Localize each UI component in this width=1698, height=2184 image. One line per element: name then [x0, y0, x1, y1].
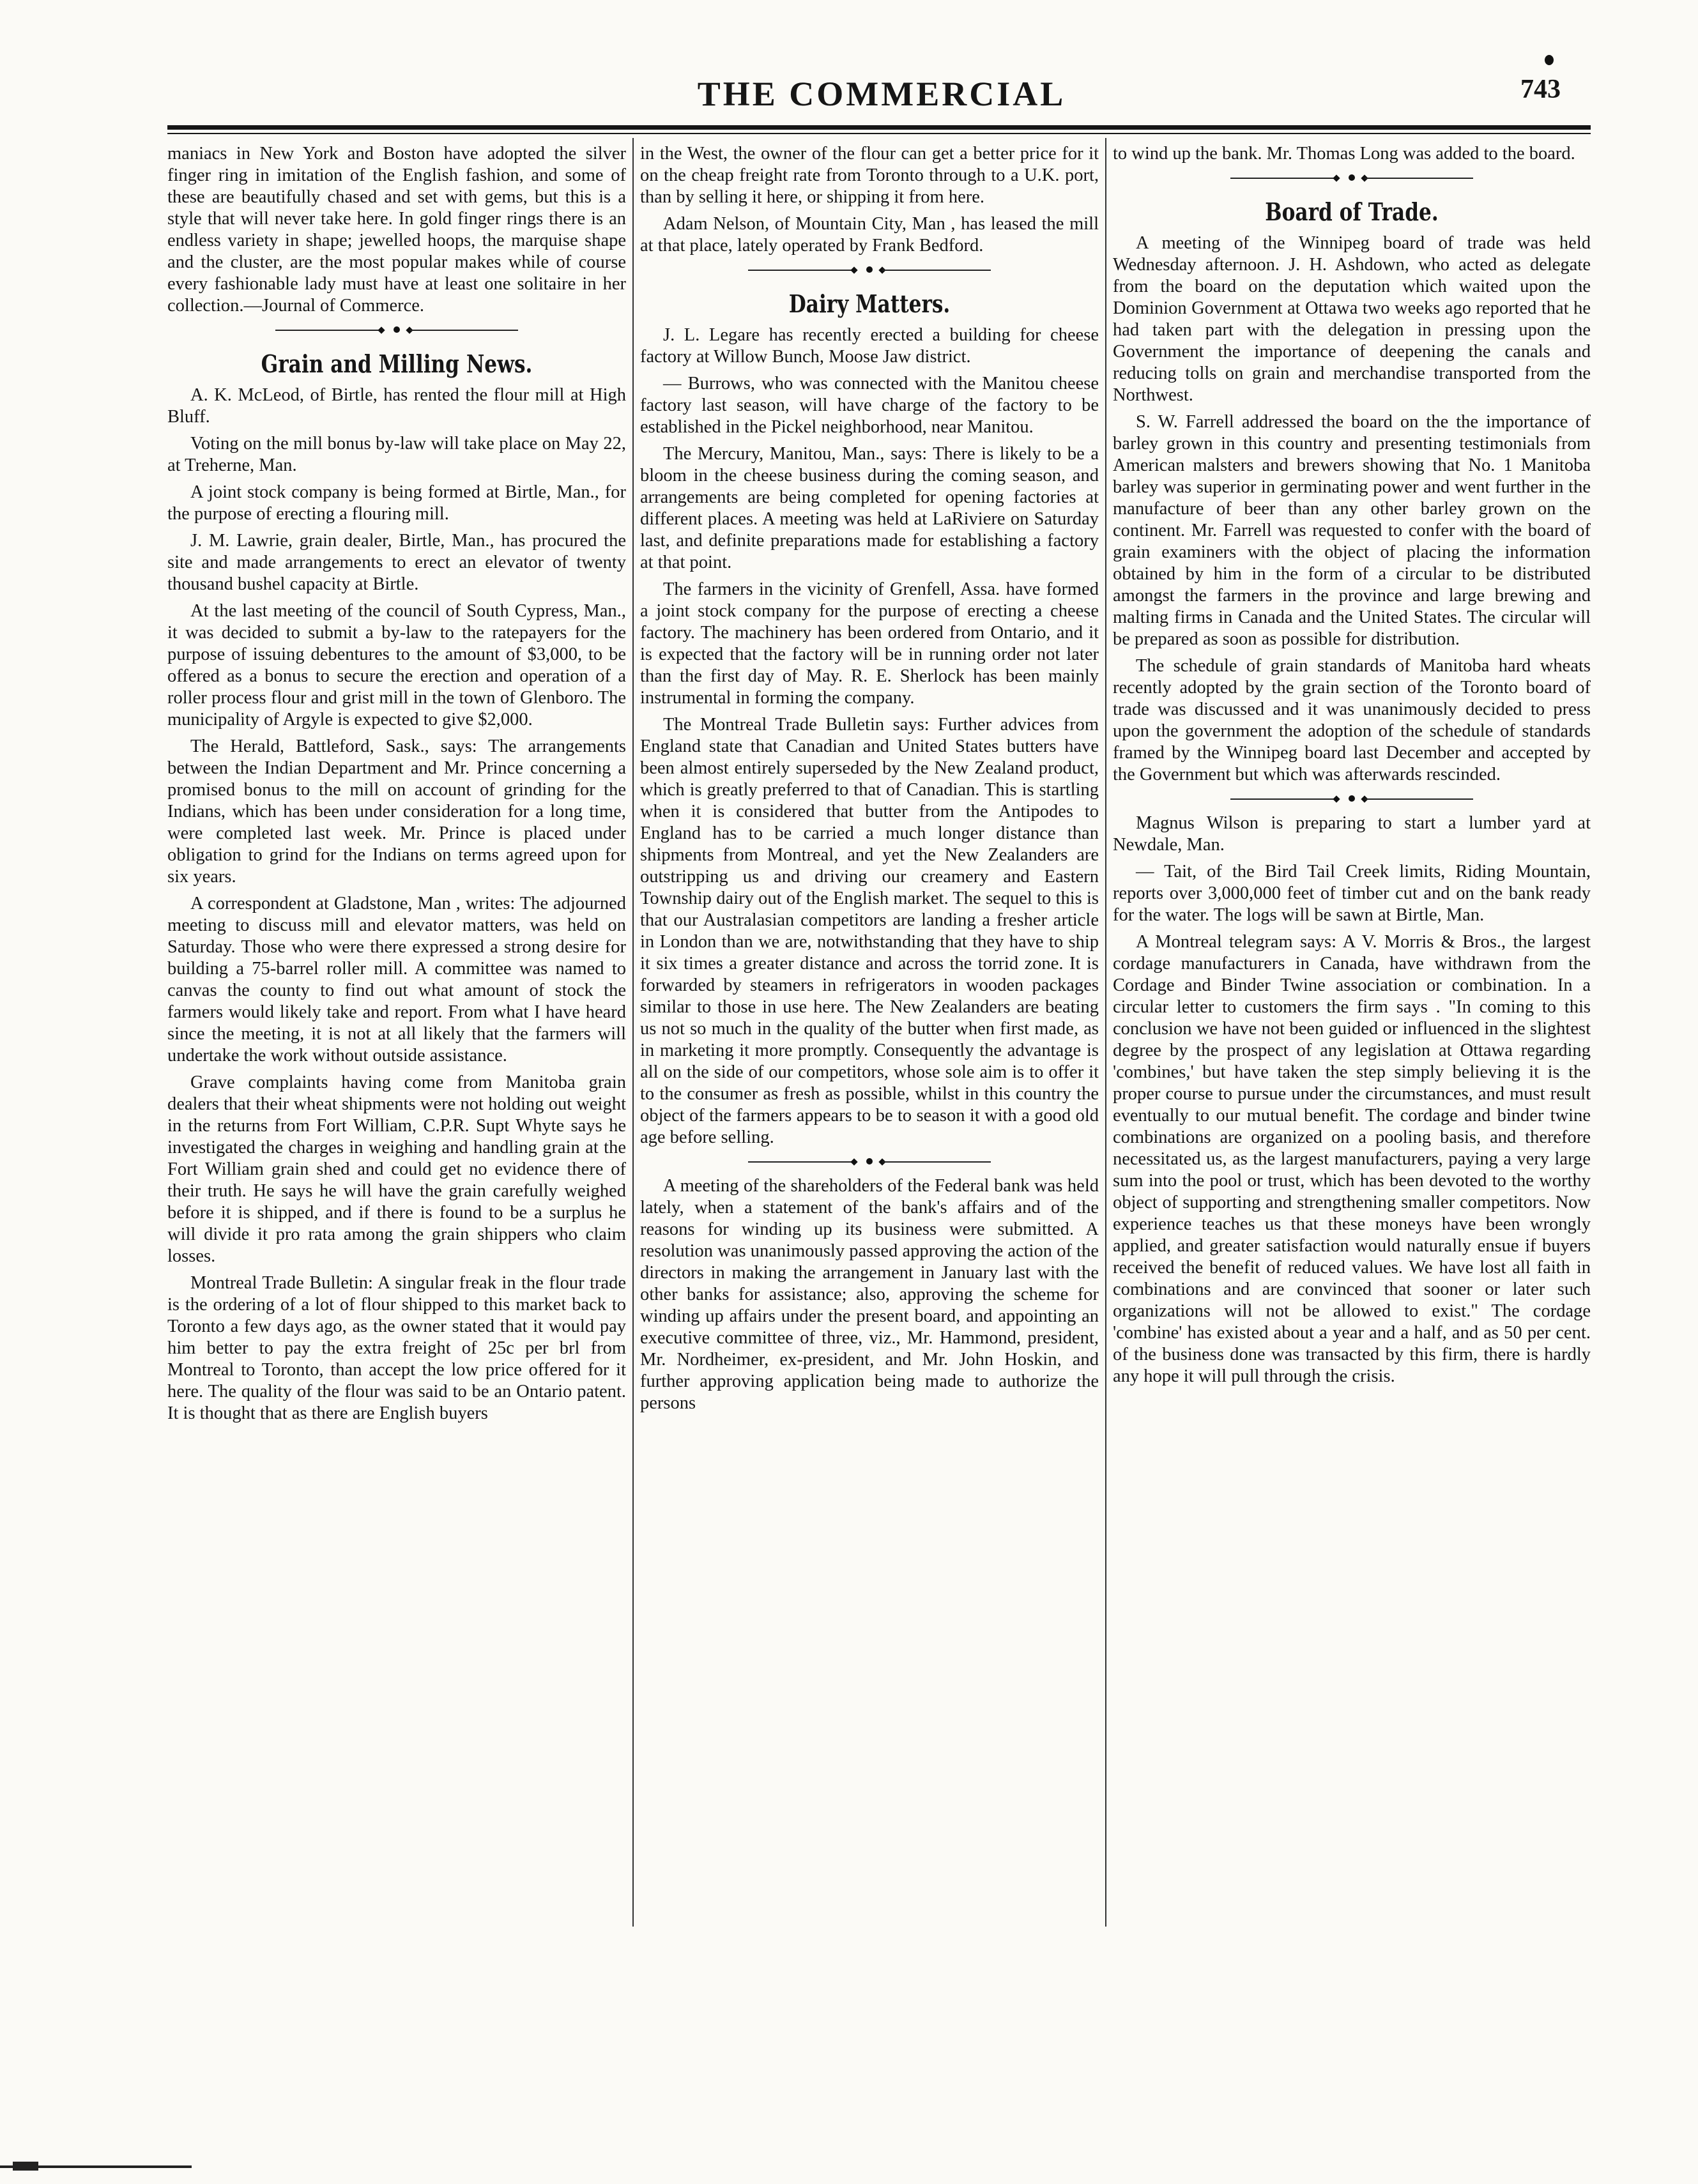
article-paragraph: — Burrows, who was connected with the Manitou cheese factory last season, will have charge of the factory to be established in the Pickel neighborhood, near Manitou. — [640, 374, 1099, 437]
article-paragraph: The farmers in the vicinity of Grenfell, Assa. have formed a joint stock company for the purpose of erecting a cheese factory. The machinery has been ordered from Ontario, and it is expected that the factory will be in running order not later than the first day of May. R. E. Sherlock has been mainly instrumental in forming the company. — [640, 579, 1099, 708]
article-paragraph: The Montreal Trade Bulletin says: Further advices from England state that Canadian and United States butters have been almost entirely superseded by the New Zealand product, which is greatly preferred to that of Canadian. This is startling when it is considered that butter from the Antipodes to England has to be carried a much longer distance than shipments from Montreal, and yet the New Zealanders are outstripping us and driving our creamery and Eastern Township dairy out of the English market. The sequel to this is that our Australasian competitors are landing a fresher article in London than we are, notwithstanding that they have to ship it six times a greater distance and across the torrid zone. It is forwarded by steamers in refrigerators in wooden packages similar to those in use here. The New Zealanders are beating us not so much in the quality of the butter when first made, as in marketing it more promptly. Consequently the advantage is all on the side of our competitors, whose sole aim is to offer it to the consumer as fresh as possible, whilst in this country the object of the farmers appears to be to season it with a good old age before selling. — [640, 715, 1099, 1147]
scan-mark — [0, 2162, 204, 2171]
article-paragraph: The schedule of grain standards of Manitoba hard wheats recently adopted by the grain section of the Toronto board of trade was discussed and it was unanimously decided to press upon the government the adoption of the schedule of standards framed by the Winnipeg board last December and accepted by the Government but which was afterwards rescinded. — [1113, 656, 1591, 784]
article-column-2 — [640, 143, 1099, 2059]
article-paragraph: Voting on the mill bonus by-law will take place on May 22, at Treherne, Man. — [167, 434, 626, 475]
article-paragraph: J. M. Lawrie, grain dealer, Birtle, Man., has procured the site and made arrangements to erect an elevator of twenty thousand bushel capacity at Birtle. — [167, 531, 626, 594]
page-number: 743 — [1520, 75, 1561, 104]
article-paragraph: A meeting of the shareholders of the Federal bank was held lately, when a statement of the bank's affairs and of the reasons for winding up its business were submitted. A resolution was unanimously passed approving the action of the directors in making the arrangement in January last with the other banks for assistance; also, approving the scheme for winding up affairs under the present board, and appointing an executive committee of three, viz., Mr. Hammond, president, Mr. Nordheimer, ex-president, and Mr. John Hoskin, and further approving application being made to authorize the persons — [640, 1176, 1099, 1413]
article-paragraph: At the last meeting of the council of South Cypress, Man., it was decided to submit a by-law to the ratepayers for the purpose of issuing debentures to the amount of $3,000, to be offered as a bonus to secure the erection and operation of a roller process flour and grist mill in the town of Glenboro. The municipality of Argyle is expected to give $2,000. — [167, 601, 626, 729]
section-heading: Board of Trade. — [1265, 197, 1439, 226]
article-paragraph: to wind up the bank. Mr. Thomas Long was added to the board. — [1113, 144, 1575, 164]
article-paragraph: Montreal Trade Bulletin: A singular freak in the flour trade is the ordering of a lot of flour shipped to this market back to Toronto a few days ago, as the owner stated that it would pay him better to pay the extra freight of 25c per brl from Montreal to Toronto, than accept the low price offered for it here. The quality of the flour was said to be an Ontario patent. It is thought that as there are English buyers — [167, 1273, 626, 1423]
section-separator — [640, 262, 1099, 279]
article-paragraph: The Mercury, Manitou, Man., says: There is likely to be a bloom in the cheese business during the coming season, and arrangements are being completed for opening factories at different places. A meeting was held at LaRiviere on Saturday last, and definite preparations made for establishing a factory at that point. — [640, 444, 1099, 572]
section-heading: Grain and Milling News. — [261, 349, 533, 378]
header-rule-thin — [167, 133, 1591, 134]
section-separator — [1113, 170, 1591, 187]
section-separator — [167, 322, 626, 339]
article-paragraph: in the West, the owner of the flour can get a better price for it on the cheap freight rate from Toronto through to a U.K. port, than by selling it here, or shipping it from here. — [640, 144, 1099, 207]
article-paragraph: A correspondent at Gladstone, Man , writes: The adjourned meeting to discuss mill and elevator matters, was held on Saturday. Those who were there expressed a strong desire for building a 75-barrel roller mill. A committee was named to canvas the county to find out what amount of stock the farmers would likely take and report. From what I have heard since the meeting, it is not at all likely that the farmers will undertake the work without outside assistance. — [167, 894, 626, 1065]
article-paragraph: — Tait, of the Bird Tail Creek limits, Riding Mountain, reports over 3,000,000 feet of timber cut and on the bank ready for the water. The logs will be sawn at Birtle, Man. — [1113, 862, 1591, 925]
article-paragraph: Adam Nelson, of Mountain City, Man , has leased the mill at that place, lately operated by Frank Bedford. — [640, 214, 1099, 256]
article-paragraph: A meeting of the Winnipeg board of trade was held Wednesday afternoon. J. H. Ashdown, who acted as delegate from the board on the deputation which waited upon the Dominion Government at Ottawa two weeks ago reported that he had taken part with the delegation in pressing upon the Government the importance of deepening the canals and reducing tolls on grain and merchandise transported from the Northwest. — [1113, 233, 1591, 405]
article-paragraph: A Montreal telegram says: A V. Morris & Bros., the largest cordage manufacturers in Canada, have withdrawn from the Cordage and Binder Twine association or combination. In a circular letter to customers the firm says . "In coming to this conclusion we have not been guided or influenced in the slightest degree by the prospect of any legislation at Ottawa regarding 'combines,' but have taken the step simply believing it is the proper course to pursue under the circumstances, and must result eventually to our mutual benefit. The cordage and binder twine combinations are organized on a pooling basis, and therefore necessitated us, as the largest manufacturers, paying a very large sum into the pool or trust, which has been devoted to the worthy object of supporting and strengthening smaller competitors. Now experience teaches us that these moneys have been wrongly applied, and greater satisfaction would naturally ensue if buyers received the benefit of reduced values. We have lost all faith in combinations and are convinced that sooner or later such organizations will not be allowed to exist." The cordage 'combine' has existed about a year and a half, and as 50 per cent. of the business done was transacted by this firm, there is hardly any hope it will pull through the crisis. — [1113, 932, 1591, 1386]
page-number-mark — [1545, 55, 1554, 65]
header-rule-thick — [167, 125, 1591, 130]
article-paragraph: S. W. Farrell addressed the board on the the importance of barley grown in this country and presenting testimonials from American malsters and brewers showing that No. 1 Manitoba barley was superior in germinating power and went further in the manufacture of beer than any other barley grown on the continent. Mr. Farrell was requested to confer with the board of grain examiners with the object of placing the information obtained by him in the form of a circular to be distributed amongst the farmers in the province and large brewing and malting firms in Canada and the United States. The circular will be prepared as soon as possible for distribution. — [1113, 412, 1591, 649]
section-separator — [1113, 791, 1591, 807]
article-column-3 — [1113, 143, 1591, 2059]
article-paragraph: The Herald, Battleford, Sask., says: The arrangements between the Indian Department and Mr. Prince concerning a promised bonus to the mill on account of grinding for the Indians, which has been under consideration for a long time, were completed last week. Mr. Prince is placed under obligation to grind for the Indians on terms agreed upon for six years. — [167, 737, 626, 887]
column-divider-1 — [632, 138, 634, 1927]
article-column-1 — [167, 143, 626, 2059]
article-paragraph: A. K. McLeod, of Birtle, has rented the flour mill at High Bluff. — [167, 385, 626, 427]
article-paragraph: A joint stock company is being formed at Birtle, Man., for the purpose of erecting a flouring mill. — [167, 482, 626, 524]
section-separator — [640, 1154, 1099, 1170]
column-divider-2 — [1105, 138, 1106, 1927]
article-paragraph: Grave complaints having come from Manitoba grain dealers that their wheat shipments were not holding out weight in the returns from Fort William, C.P.R. Supt Whyte says he investigated the charges in weighing and handling grain at the Fort William grain shed and could get no evidence there of their truth. He says he will have the grain carefully weighed before it is shipped, and if there is found to be a surplus he will divide it pro rata among the grain shippers who claim losses. — [167, 1073, 626, 1266]
article-paragraph: maniacs in New York and Boston have adopted the silver finger ring in imitation of the English fashion, and some of these are beautifully chased and set with gems, but this is a style that will never take here. In gold finger rings there is an endless variety in shape; jewelled hoops, the marquise shape and the cluster, are the most popular makes while of course every fashionable lady must have at least one solitaire in her collection.—Journal of Commerce. — [167, 144, 626, 316]
section-heading: Dairy Matters. — [788, 289, 951, 318]
masthead-title: THE COMMERCIAL — [697, 75, 1066, 113]
article-paragraph: Magnus Wilson is preparing to start a lumber yard at Newdale, Man. — [1113, 813, 1591, 855]
article-paragraph: J. L. Legare has recently erected a building for cheese factory at Willow Bunch, Moose Jaw district. — [640, 325, 1099, 367]
